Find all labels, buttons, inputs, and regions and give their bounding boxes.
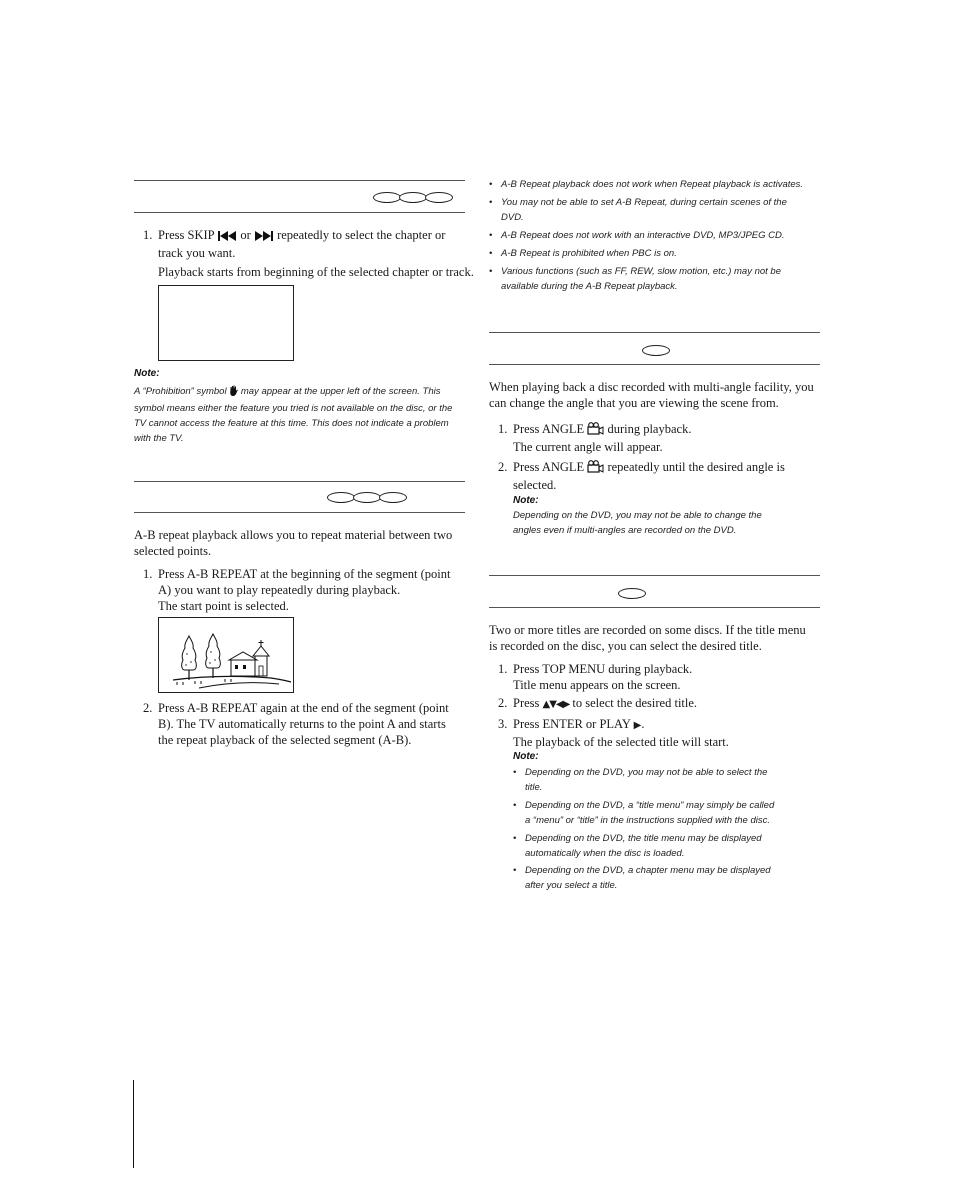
note-text: Depending on the DVD, you may not be able to select the bbox=[525, 767, 768, 778]
section-rule-top bbox=[489, 575, 820, 576]
title-step-3 bbox=[498, 716, 828, 750]
note-text: TV cannot access the feature at this time. This does not indicate a problem bbox=[134, 418, 449, 429]
step-text: . bbox=[641, 717, 645, 731]
angle-intro bbox=[489, 379, 829, 411]
camera-icon bbox=[587, 460, 604, 477]
section-rule-bottom bbox=[134, 212, 465, 213]
step-number: 1. bbox=[143, 567, 153, 581]
note-text: A “Prohibition” symbol bbox=[134, 386, 227, 397]
step-text: B). The TV automatically returns to the point A and starts bbox=[158, 717, 446, 731]
bullet: • bbox=[489, 266, 493, 277]
bullet: • bbox=[489, 179, 493, 190]
disc-oval-icon bbox=[379, 492, 407, 503]
intro-text: can change the angle that you are viewing the scene from. bbox=[489, 396, 779, 410]
bullet: • bbox=[513, 865, 517, 876]
title-step-1 bbox=[498, 661, 828, 695]
intro-text: Two or more titles are recorded on some discs. If the title menu bbox=[489, 623, 806, 637]
step-text: Playback starts from beginning of the selected chapter or track. bbox=[158, 265, 474, 279]
step-text: Press ANGLE bbox=[513, 460, 585, 474]
step-text: to select the desired title. bbox=[572, 696, 698, 710]
note-heading: Note: bbox=[513, 495, 539, 506]
skip-previous-icon bbox=[217, 229, 237, 245]
step-text: repeatedly until the desired angle is bbox=[607, 460, 785, 474]
camera-icon bbox=[587, 422, 604, 439]
intro-text: is recorded on the disc, you can select the desired title. bbox=[489, 639, 762, 653]
step-text: the repeat playback of the selected segment (A-B). bbox=[158, 733, 412, 747]
intro-text: selected points. bbox=[134, 544, 212, 558]
title-intro bbox=[489, 622, 829, 654]
abrepeat-step-1 bbox=[143, 566, 473, 616]
note-text: automatically when the disc is loaded. bbox=[525, 848, 685, 859]
note-text: with the TV. bbox=[134, 433, 184, 444]
note-text: angles even if multi-angles are recorded on the DVD. bbox=[513, 525, 737, 536]
angle-note bbox=[513, 508, 823, 538]
step-number: 2. bbox=[498, 460, 508, 474]
step-text: Press bbox=[513, 696, 540, 710]
step-number: 1. bbox=[143, 228, 153, 242]
note-text: available during the A-B Repeat playback. bbox=[501, 281, 678, 292]
abrepeat-intro bbox=[134, 527, 474, 559]
step-text: or bbox=[240, 228, 251, 242]
screen-illustration bbox=[158, 285, 294, 361]
note-text: title. bbox=[525, 782, 543, 793]
section-rule-bottom bbox=[489, 607, 820, 608]
play-icon: ▶ bbox=[633, 720, 642, 731]
note-text: Depending on the DVD, the title menu may be displayed bbox=[525, 833, 762, 844]
step-text: The playback of the selected title will start. bbox=[513, 735, 729, 749]
note-text: Depending on the DVD, a chapter menu may be displayed bbox=[525, 865, 771, 876]
step-text: Press TOP MENU during playback. bbox=[513, 662, 693, 676]
disc-oval-icon bbox=[353, 492, 381, 503]
note-text: a “menu” or “title” in the instructions supplied with the disc. bbox=[525, 815, 770, 826]
step-text: Press SKIP bbox=[158, 228, 215, 242]
hand-icon bbox=[229, 385, 238, 401]
step-text: repeatedly to select the chapter or bbox=[277, 228, 446, 242]
section-rule-top bbox=[134, 481, 465, 482]
step-number: 2. bbox=[498, 696, 508, 710]
arrow-keys-icon: ▲▼◀▶ bbox=[542, 699, 570, 710]
bullet: • bbox=[489, 248, 493, 259]
step-text: The start point is selected. bbox=[158, 599, 289, 613]
note-text: after you select a title. bbox=[525, 880, 618, 891]
bullet: • bbox=[489, 230, 493, 241]
bullet: • bbox=[489, 197, 493, 208]
note-heading: Note: bbox=[513, 751, 539, 762]
disc-oval-icon bbox=[327, 492, 355, 503]
skip-next-icon bbox=[254, 229, 274, 245]
step-number: 3. bbox=[498, 717, 508, 731]
landscape-illustration bbox=[159, 618, 293, 692]
bullet: • bbox=[513, 833, 517, 844]
section-rule-top bbox=[489, 332, 820, 333]
disc-oval-icon bbox=[399, 192, 427, 203]
angle-step-1 bbox=[498, 421, 828, 455]
step-text: The current angle will appear. bbox=[513, 440, 663, 454]
disc-oval-icon bbox=[618, 588, 646, 599]
note-text: You may not be able to set A-B Repeat, during certain scenes of the bbox=[501, 197, 787, 208]
note-text: A-B Repeat is prohibited when PBC is on. bbox=[501, 248, 677, 259]
bullet: • bbox=[513, 800, 517, 811]
note-text: Depending on the DVD, a “title menu” may simply be called bbox=[525, 800, 775, 811]
note-text: A-B Repeat playback does not work when Repeat playback is activates. bbox=[501, 179, 804, 190]
disc-oval-icon bbox=[373, 192, 401, 203]
note-text: Depending on the DVD, you may not be able to change the bbox=[513, 510, 762, 521]
step-text: Press ENTER or PLAY bbox=[513, 717, 631, 731]
note-text: symbol means either the feature you tried is not available on the disc, or the bbox=[134, 403, 453, 414]
disc-oval-icon bbox=[642, 345, 670, 356]
intro-text: A-B repeat playback allows you to repeat material between two bbox=[134, 528, 453, 542]
angle-step-2 bbox=[498, 459, 828, 493]
step-number: 1. bbox=[498, 422, 508, 436]
note-text: Various functions (such as FF, REW, slow motion, etc.) may not be bbox=[501, 266, 782, 277]
disc-type-ovals bbox=[373, 192, 453, 203]
section-rule-top bbox=[134, 180, 465, 181]
step-number: 2. bbox=[143, 701, 153, 715]
disc-type-ovals bbox=[327, 492, 407, 503]
disc-oval-icon bbox=[425, 192, 453, 203]
section-rule-bottom bbox=[134, 512, 465, 513]
disc-type-ovals bbox=[642, 345, 670, 356]
step-text: Title menu appears on the screen. bbox=[513, 678, 681, 692]
skip-note bbox=[134, 384, 474, 446]
page-margin-line bbox=[133, 1080, 134, 1168]
screen-illustration bbox=[158, 617, 294, 693]
intro-text: When playing back a disc recorded with multi-angle facility, you bbox=[489, 380, 814, 394]
step-text: A) you want to play repeatedly during playback. bbox=[158, 583, 401, 597]
note-heading: Note: bbox=[134, 368, 160, 379]
step-text: during playback. bbox=[607, 422, 692, 436]
step-text: Press A-B REPEAT again at the end of the segment (point bbox=[158, 701, 449, 715]
bullet: • bbox=[513, 767, 517, 778]
step-text: Press ANGLE bbox=[513, 422, 585, 436]
note-text: DVD. bbox=[501, 212, 524, 223]
title-step-2 bbox=[498, 695, 828, 713]
note-text: may appear at the upper left of the screen. This bbox=[240, 386, 441, 397]
step-text: Press A-B REPEAT at the beginning of the segment (point bbox=[158, 567, 451, 581]
skip-step-1 bbox=[143, 227, 473, 287]
step-text: track you want. bbox=[158, 246, 236, 260]
disc-type-ovals bbox=[618, 588, 646, 599]
section-rule-bottom bbox=[489, 364, 820, 365]
step-text: selected. bbox=[513, 478, 557, 492]
step-number: 1. bbox=[498, 662, 508, 676]
abrepeat-step-2 bbox=[143, 700, 473, 750]
note-text: A-B Repeat does not work with an interactive DVD, MP3/JPEG CD. bbox=[501, 230, 785, 241]
